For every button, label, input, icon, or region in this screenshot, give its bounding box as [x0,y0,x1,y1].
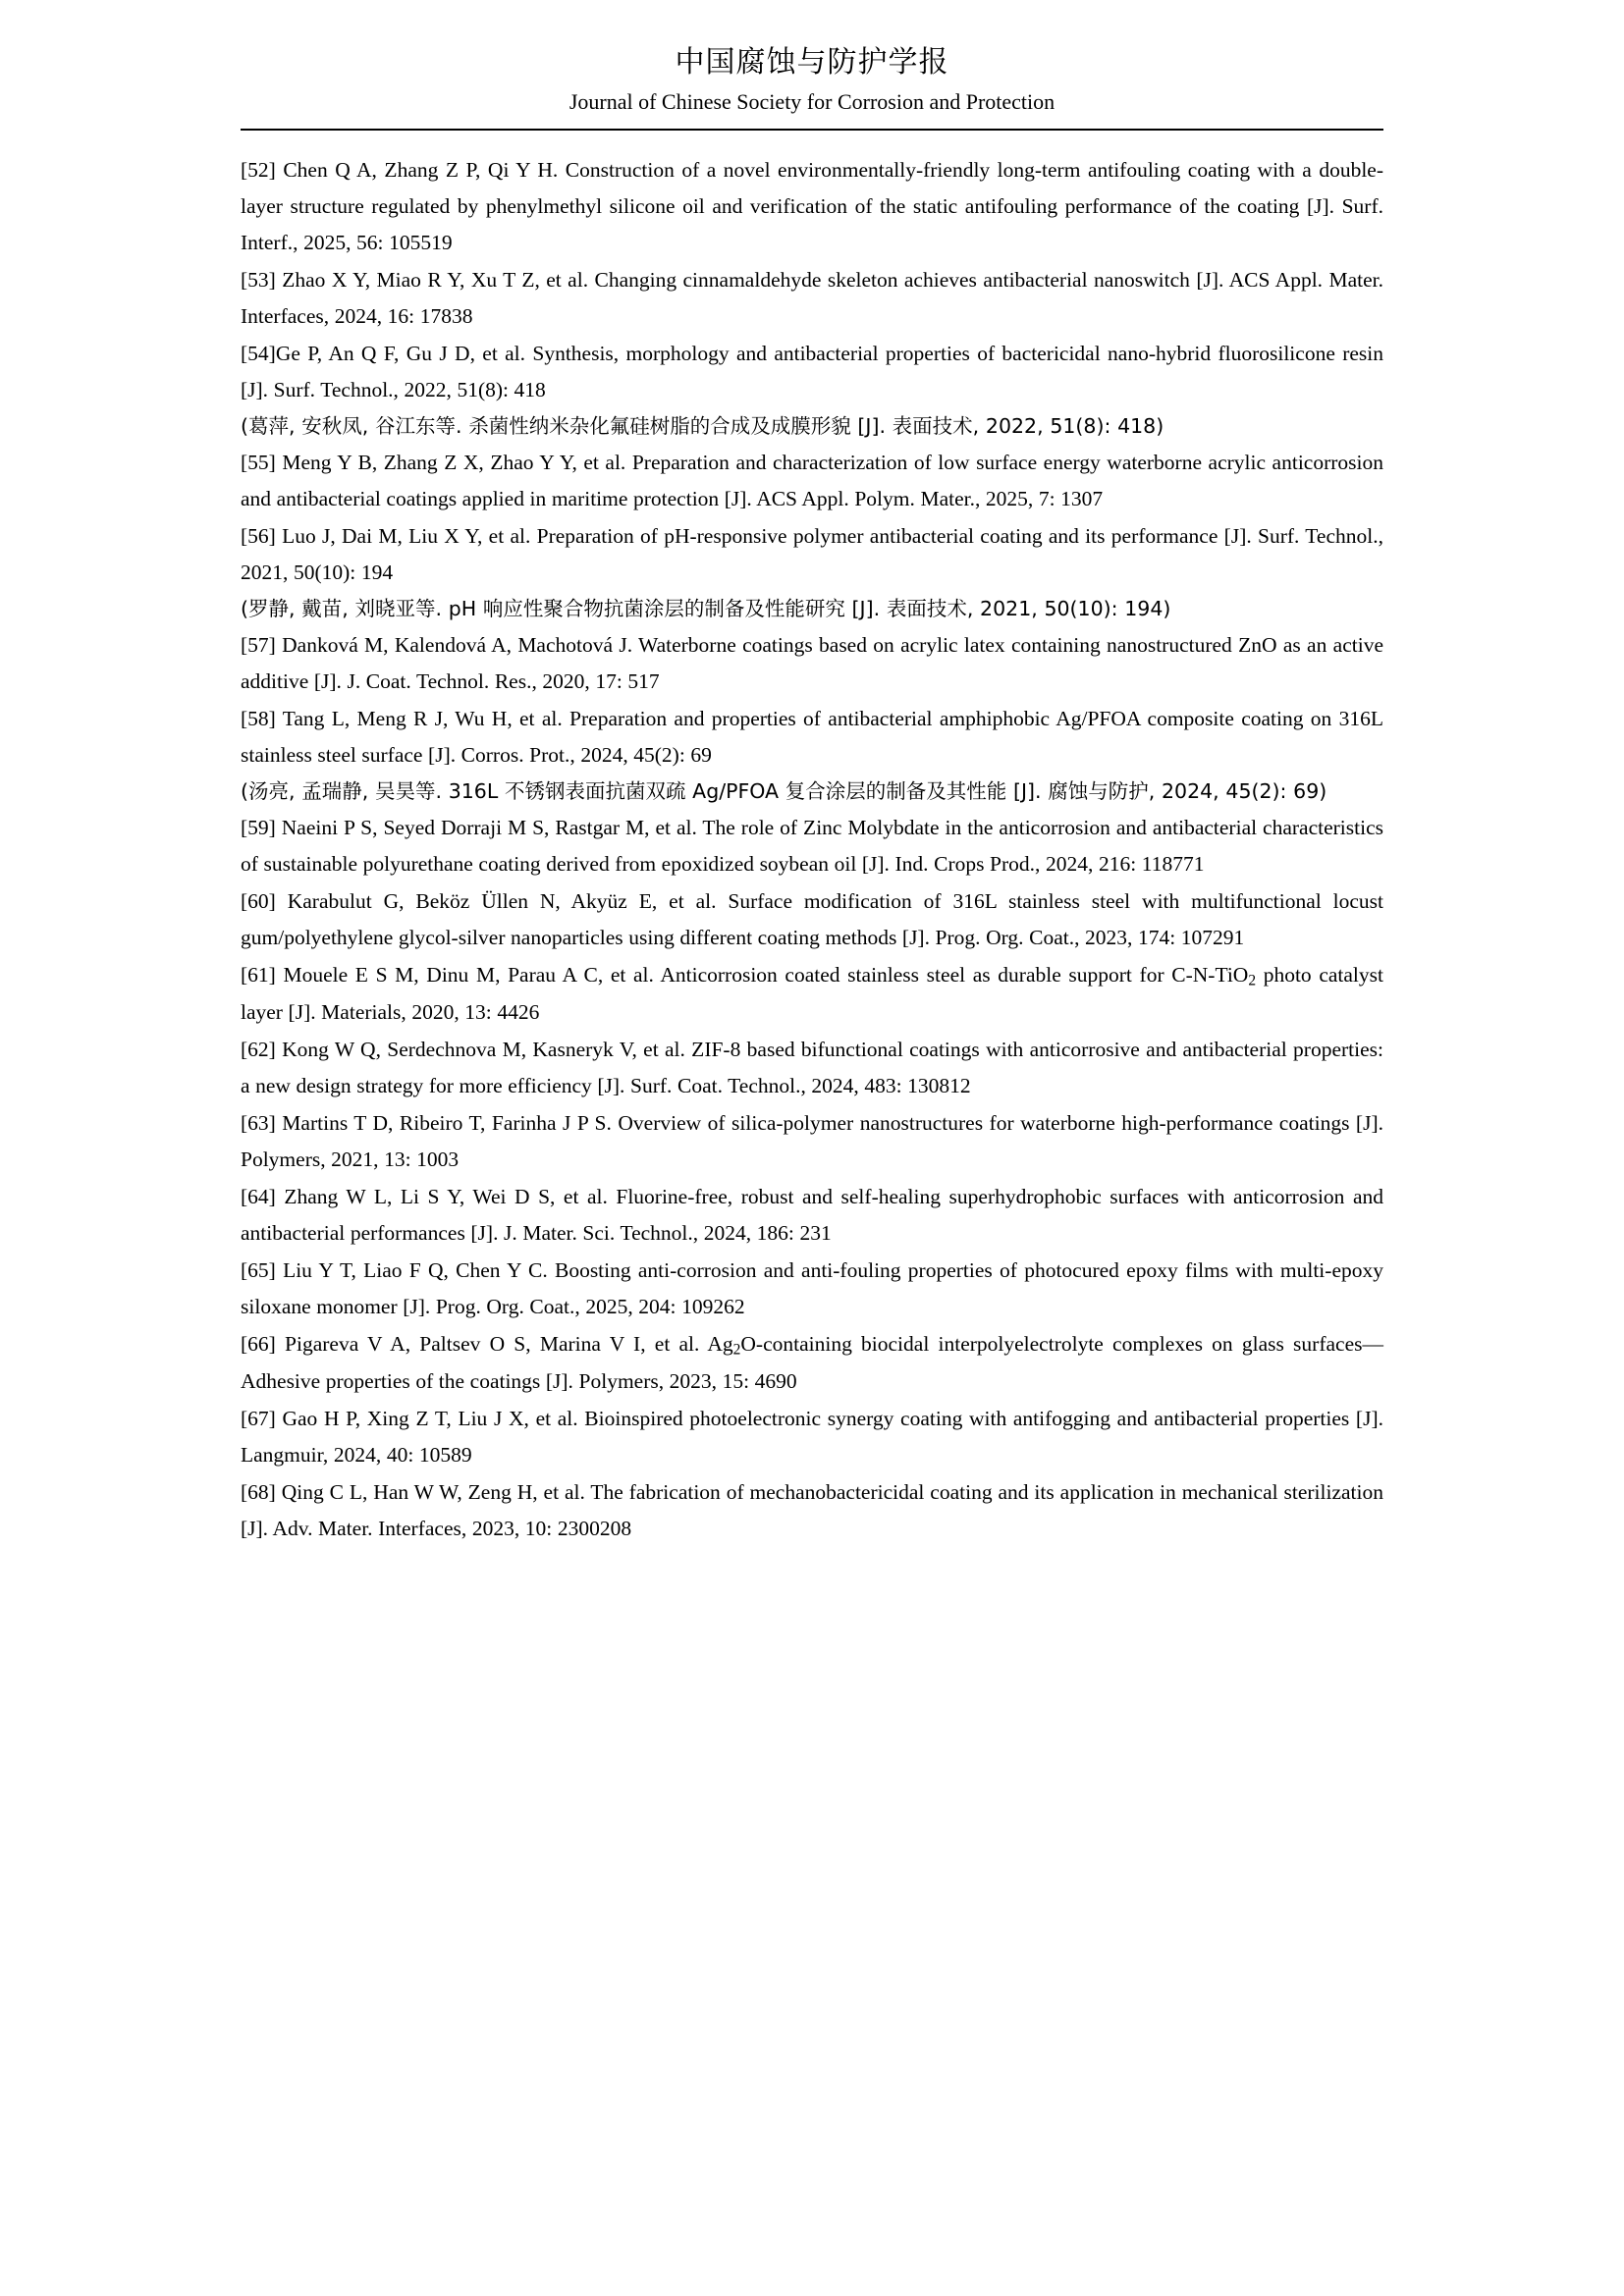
reference-entry: [58] Tang L, Meng R J, Wu H, et al. Preparation and properties of antibacterial amphiphobic Ag/PFOA composite coating on 316L stainless steel surface [J]. Corros. Prot., 2024, 45(2): 69 [241,707,1383,768]
reference-entry: [63] Martins T D, Ribeiro T, Farinha J P S. Overview of silica-polymer nanostructures for waterborne high-performance coatings [J]. Polymers, 2021, 13: 1003 [241,1111,1383,1172]
reference-entry: [54]Ge P, An Q F, Gu J D, et al. Synthesis, morphology and antibacterial properties of bactericidal nano-hybrid fluorosilicone resin [J]. Surf. Technol., 2022, 51(8): 418 [241,341,1383,401]
reference-entry: [67] Gao H P, Xing Z T, Liu J X, et al. Bioinspired photoelectronic synergy coating with antifogging and antibacterial properties [J]. Langmuir, 2024, 40: 10589 [241,1406,1383,1467]
reference-entry: [53] Zhao X Y, Miao R Y, Xu T Z, et al. Changing cinnamaldehyde skeleton achieves antibacterial nanoswitch [J]. ACS Appl. Mater. Interfaces, 2024, 16: 17838 [241,267,1383,328]
reference-entry: [66] Pigareva V A, Paltsev O S, Marina V I, et al. $Ag_2O$-containing biocidal interpolyelectrolyte complexes on glass surfaces—Adhesive properties of the coatings [J]. Polymers, 2023, 15: 4690 [241,1331,1383,1393]
reference-entry: [52] Chen Q A, Zhang Z P, Qi Y H. Construction of a novel environmentally-friendly long-term antifouling coating with a double-layer structure regulated by phenylmethyl silicone oil and verification of the static antifouling performance of the coating [J]. Surf. Interf., 2025, 56: 105519 [241,158,1383,254]
journal-title-chinese: 中国腐蚀与防护学报 [675,45,949,80]
reference-entry: [64] Zhang W L, Li S Y, Wei D S, et al. Fluorine-free, robust and self-healing superhydrophobic surfaces with anticorrosion and antibacterial performances [J]. J. Mater. Sci. Technol., 2024, 186: 231 [241,1185,1383,1245]
reference-entry: (葛萍, 安秋凤, 谷江东等. 杀菌性纳米杂化氟硅树脂的合成及成膜形貌 [J]. 表面技术, 2022, 51(8): 418) [241,413,1164,438]
reference-entry: [57] Danková M, Kalendová A, Machotová J. Waterborne coatings based on acrylic latex containing nanostructured ZnO as an active additive [J]. J. Coat. Technol. Res., 2020, 17: 517 [241,633,1383,694]
reference-entry: [55] Meng Y B, Zhang Z X, Zhao Y Y, et al. Preparation and characterization of low surface energy waterborne acrylic anticorrosion and antibacterial coatings applied in maritime protection [J]. ACS Appl. Polym. Mater., 2025, 7: 1307 [241,451,1383,510]
page-header [0,0,1624,115]
journal-title-english: Journal of Chinese Society for Corrosion and Protection [568,89,1056,114]
reference-entry: (汤亮, 孟瑞静, 吴昊等. 316L 不锈钢表面抗菌双疏 Ag/PFOA 复合涂层的制备及其性能 [J]. 腐蚀与防护, 2024, 45(2): 69) [241,779,1327,804]
reference-entry: [59] Naeini P S, Seyed Dorraji M S, Rastgar M, et al. The role of Zinc Molybdate in the anticorrosion and antibacterial characteristics of sustainable polyurethane coating derived from epoxidized soybean oil [J]. Ind. Crops Prod., 2024, 216: 118771 [241,816,1383,877]
reference-entry: [62] Kong W Q, Serdechnova M, Kasneryk V, et al. ZIF-8 based bifunctional coatings with anticorrosive and antibacterial properties: a new design strategy for more efficiency [J]. Surf. Coat. Technol., 2024, 483: 130812 [241,1038,1383,1098]
reference-entry: [60] Karabulut G, Beköz Üllen N, Akyüz E, et al. Surface modification of 316L stainless steel with multifunctional locust gum/polyethylene glycol-silver nanoparticles using different coating methods [J]. Prog. Org. Coat., 2023, 174: 107291 [241,889,1383,950]
reference-entry: [68] Qing C L, Han W W, Zeng H, et al. The fabrication of mechanobactericidal coating and its application in mechanical sterilization [J]. Adv. Mater. Interfaces, 2023, 10: 2300208 [241,1479,1383,1540]
reference-entry: [61] Mouele E S M, Dinu M, Parau A C, et al. Anticorrosion coated stainless steel as durable support for C-N-TiO$_2$ photo catalyst layer [J]. Materials, 2020, 13: 4426 [241,963,1383,1025]
reference-entry: [56] Luo J, Dai M, Liu X Y, et al. Preparation of pH-responsive polymer antibacterial coating and its performance [J]. Surf. Technol., 2021, 50(10): 194 [241,523,1383,584]
reference-entry: (罗静, 戴苗, 刘晓亚等. pH 响应性聚合物抗菌涂层的制备及性能研究 [J]. 表面技术, 2021, 50(10): 194) [241,596,1171,620]
reference-entry: [65] Liu Y T, Liao F Q, Chen Y C. Boosting anti-corrosion and anti-fouling properties of photocured epoxy films with multi-epoxy siloxane monomer [J]. Prog. Org. Coat., 2025, 204: 109262 [241,1257,1383,1318]
reference-list [241,131,1383,1547]
